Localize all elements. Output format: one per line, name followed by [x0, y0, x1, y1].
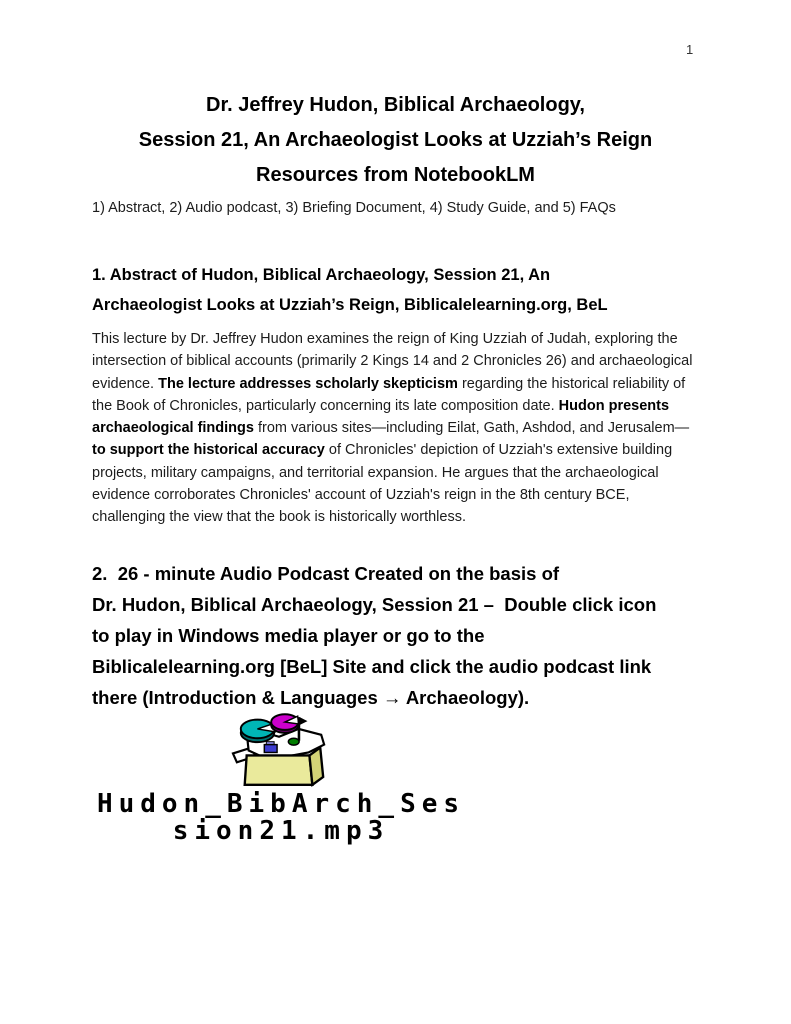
section1-heading	[92, 260, 608, 320]
section2-heading-line-4: Biblicalelearning.org [BeL] Site and click the audio podcast link	[92, 656, 652, 677]
section2-heading-line-2: Dr. Hudon, Biblical Archaeology, Session 21 – Double click icon	[92, 594, 657, 615]
title-line-2: Session 21, An Archaeologist Looks at Uzziah’s Reign	[138, 129, 653, 151]
section1-heading-line-2: Archaeologist Looks at Uzziah’s Reign, Biblicalelearning.org, BeL	[92, 296, 608, 314]
resources-list-line: 1) Abstract, 2) Audio podcast, 3) Briefing Document, 4) Study Guide, and 5) FAQs	[92, 200, 616, 216]
section2-heading-line-1: 2. 26 - minute Audio Podcast Created on the basis of	[92, 563, 560, 584]
filename-line-2: sion21.mp3	[172, 816, 390, 846]
document-title	[0, 88, 791, 193]
title-line-3: Resources from NotebookLM	[256, 164, 535, 186]
section2-heading-line-3: to play in Windows media player or go to the	[92, 625, 485, 646]
title-line-1: Dr. Jeffrey Hudon, Biblical Archaeology,	[206, 94, 585, 116]
abstract-paragraph: This lecture by Dr. Jeffrey Hudon examines the reign of King Uzziah of Judah, exploring the intersection of biblical accounts (primarily 2 Kings 14 and 2 Chronicles 26) and archaeological evidence. The lecture addresses scholarly skepticism regarding the historical reliability of the Book of Chronicles, particularly concerning its late composition date. Hudon presents archaeological findings from various sites—including Eilat, Gath, Ashdod, and Jerusalem—to support the historical accuracy of Chronicles' depiction of Uzziah's extensive building projects, military campaigns, and territorial expansion. He argues that the archaeological evidence corroborates Chronicles' account of Uzziah's reign in the 8th century BCE, challenging the view that the book is historically worthless.	[92, 331, 693, 526]
media-package-icon[interactable]	[230, 712, 332, 789]
filename-line-1: Hudon_BibArch_Ses	[96, 789, 466, 819]
audio-podcast-attachment[interactable]	[92, 712, 470, 845]
attachment-filename[interactable]	[92, 791, 470, 845]
section2-heading-line-5: there (Introduction & Languages → Archaeology).	[92, 687, 530, 708]
section1-heading-line-1: 1. Abstract of Hudon, Biblical Archaeology, Session 21, An	[92, 266, 551, 284]
page-number: 1	[686, 42, 694, 57]
section2-heading	[92, 558, 656, 713]
